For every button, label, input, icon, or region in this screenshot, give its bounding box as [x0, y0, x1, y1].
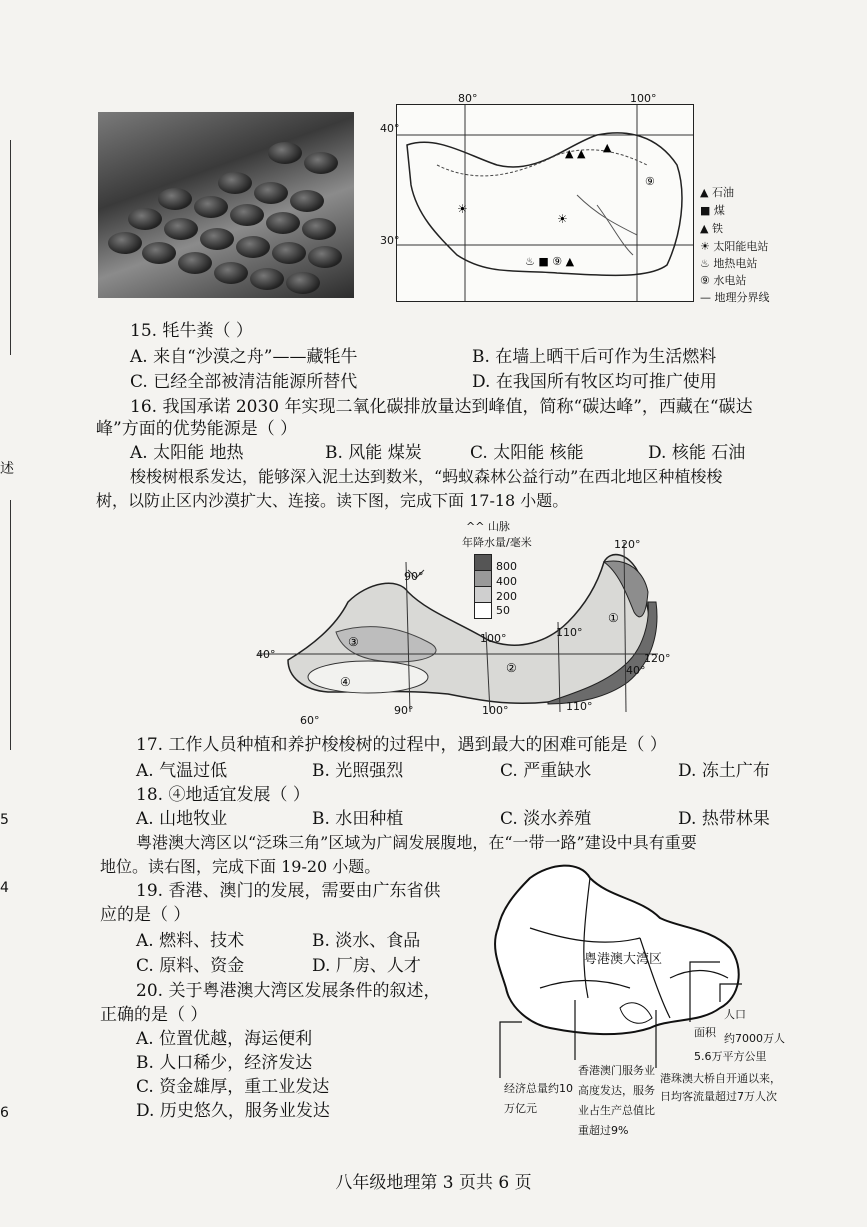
map-lon-label: 80° — [458, 92, 478, 105]
q19-option-a[interactable]: A. 燃料、技术 — [136, 931, 245, 951]
map-lon-label: 60° — [300, 714, 320, 727]
hydro-icon: ⑨ — [700, 274, 710, 287]
svg-text:☀: ☀ — [457, 202, 468, 216]
map-lon-label: 110° — [556, 626, 583, 639]
q17-option-d[interactable]: D. 冻土广布 — [678, 761, 770, 781]
svg-text:♨ ■ ⑨ ▲: ♨ ■ ⑨ ▲ — [525, 255, 575, 268]
svg-text:▲ ▲: ▲ ▲ — [565, 147, 586, 160]
gba-service-note: 业占生产总值比 — [578, 1104, 655, 1117]
precip-legend-value: 50 — [496, 604, 510, 617]
q16-option-d[interactable]: D. 核能 石油 — [648, 443, 746, 463]
gba-population-label: 人口 — [724, 1008, 746, 1021]
svg-text:③: ③ — [348, 635, 359, 649]
oil-icon: ▲ — [700, 186, 709, 199]
map-lon-label: 120° — [614, 538, 641, 551]
legend-hydro: ⑨ 水电站 — [700, 274, 747, 287]
mountain-icon: ^^ — [466, 520, 485, 533]
sun-icon: ☀ — [700, 240, 710, 253]
q18-option-a[interactable]: A. 山地牧业 — [136, 809, 228, 829]
q18-option-c[interactable]: C. 淡水养殖 — [500, 809, 592, 829]
q15-option-a[interactable]: A. 来自“沙漠之舟”——藏牦牛 — [130, 347, 358, 367]
nw-map-svg — [248, 522, 668, 730]
gba-title: 粤港澳大湾区 — [584, 952, 663, 967]
legend-boundary: — 地理分界线 — [700, 291, 770, 304]
q16-stem-cont: 峰”方面的优势能源是（ ） — [96, 419, 298, 439]
map-lat-label: 40° — [626, 664, 646, 677]
q15-option-b[interactable]: B. 在墙上晒干后可作为生活燃料 — [472, 347, 717, 367]
tibet-map-svg — [397, 105, 693, 301]
q19-stem: 19. 香港、澳门的发展，需要由广东省供 — [136, 881, 441, 901]
hot-spring-icon: ♨ — [700, 257, 710, 270]
svg-text:②: ② — [506, 661, 517, 675]
gba-area-label: 面积 — [694, 1026, 716, 1039]
q15-stem: 15. 牦牛粪（ ） — [130, 321, 253, 341]
gba-bridge-note: 港珠澳大桥自开通以来， — [660, 1072, 781, 1085]
iron-icon: ▲ — [700, 222, 709, 235]
q15-option-c[interactable]: C. 已经全部被清洁能源所替代 — [130, 372, 358, 392]
q20-option-a[interactable]: A. 位置优越，海运便利 — [136, 1029, 313, 1049]
gba-service-note: 高度发达，服务 — [578, 1084, 655, 1097]
legend-coal: ■ 煤 — [700, 204, 725, 217]
precip-legend-value: 400 — [496, 575, 517, 588]
legend-iron: ▲ 铁 — [700, 222, 723, 235]
tibet-energy-map — [396, 104, 694, 302]
binding-edge — [0, 140, 11, 355]
map-lon-label: 120° — [644, 652, 671, 665]
precip-legend-value: 800 — [496, 560, 517, 573]
legend-geothermal: ♨ 地热电站 — [700, 257, 758, 270]
intro-19-20: 粤港澳大湾区以“泛珠三角”区域为广阔发展腹地，在“一带一路”建设中具有重要 — [136, 833, 697, 852]
q17-option-c[interactable]: C. 严重缺水 — [500, 761, 592, 781]
q16-option-c[interactable]: C. 太阳能 核能 — [470, 443, 584, 463]
precip-legend-value: 200 — [496, 590, 517, 603]
intro-17-18-cont: 树，以防止区内沙漠扩大、连接。读下图，完成下面 17-18 小题。 — [96, 491, 569, 510]
q20-option-c[interactable]: C. 资金雄厚，重工业发达 — [136, 1077, 330, 1097]
q19-option-c[interactable]: C. 原料、资金 — [136, 956, 245, 976]
gba-service-note: 重超过9% — [578, 1124, 629, 1137]
q20-option-b[interactable]: B. 人口稀少，经济发达 — [136, 1053, 313, 1073]
map-lon-label: 100° — [482, 704, 509, 717]
gba-bridge-note: 日均客流量超过7万人次 — [660, 1090, 777, 1103]
legend-solar: ☀ 太阳能电站 — [700, 240, 769, 253]
gba-service-note: 香港澳门服务业 — [578, 1064, 655, 1077]
map-lat-label: 40° — [380, 122, 400, 135]
map-lon-label: 110° — [566, 700, 593, 713]
q15-option-d[interactable]: D. 在我国所有牧区均可推广使用 — [472, 372, 717, 392]
precip-legend-title: 年降水量/毫米 — [462, 536, 532, 549]
q20-stem: 20. 关于粤港澳大湾区发展条件的叙述， — [136, 981, 441, 1001]
legend-oil: ▲ 石油 — [700, 186, 734, 199]
q19-option-b[interactable]: B. 淡水、食品 — [312, 931, 421, 951]
northwest-china-precip-map — [248, 522, 668, 730]
map-lat-label: 30° — [380, 234, 400, 247]
q19-option-d[interactable]: D. 厂房、人才 — [312, 956, 421, 976]
map-lon-label: 100° — [630, 92, 657, 105]
yak-dung-photo — [98, 112, 354, 298]
binding-edge-lower — [0, 500, 11, 750]
q19-stem-cont: 应的是（ ） — [100, 905, 191, 925]
intro-19-20-cont: 地位。读右图，完成下面 19-20 小题。 — [100, 857, 381, 876]
map-lon-label: 90° — [394, 704, 414, 717]
q17-option-a[interactable]: A. 气温过低 — [136, 761, 228, 781]
q20-stem-cont: 正确的是（ ） — [100, 1005, 208, 1025]
map-lat-label: 40° — [256, 648, 276, 661]
q18-option-b[interactable]: B. 水田种植 — [312, 809, 404, 829]
q18-option-d[interactable]: D. 热带林果 — [678, 809, 770, 829]
q16-stem: 16. 我国承诺 2030 年实现二氧化碳排放量达到峰值，简称“碳达峰”，西藏在“碳达 — [130, 397, 753, 417]
svg-text:④: ④ — [340, 675, 351, 689]
svg-text:▲: ▲ — [603, 141, 612, 154]
q17-stem: 17. 工作人员种植和养护梭梭树的过程中，遇到最大的困难可能是（ ） — [136, 735, 667, 755]
intro-17-18: 梭梭树根系发达，能够深入泥土达到数米，“蚂蚁森林公益行动”在西北地区种植梭梭 — [130, 467, 723, 486]
svg-text:①: ① — [608, 611, 619, 625]
map-lon-label: 90° — [404, 570, 424, 583]
q18-stem: 18. ④地适宜发展（ ） — [136, 785, 310, 805]
gba-gdp-note: 万亿元 — [504, 1102, 537, 1115]
margin-mark: 4 — [0, 880, 9, 896]
margin-mark: 6 — [0, 1105, 9, 1121]
coal-icon: ■ — [700, 204, 711, 217]
q16-option-a[interactable]: A. 太阳能 地热 — [130, 443, 244, 463]
svg-text:⑨: ⑨ — [645, 175, 655, 188]
mountain-legend: ^^ 山脉 — [466, 520, 510, 533]
margin-mark: 5 — [0, 812, 9, 828]
precip-legend-swatches — [474, 554, 492, 614]
gba-gdp-note: 经济总量约10 — [504, 1082, 573, 1095]
q16-option-b[interactable]: B. 风能 煤炭 — [325, 443, 422, 463]
boundary-line-icon: — — [700, 291, 711, 304]
q17-option-b[interactable]: B. 光照强烈 — [312, 761, 404, 781]
gba-area-value: 5.6万平方公里 — [694, 1050, 767, 1063]
map-lon-label: 100° — [480, 632, 507, 645]
margin-mark: 述 — [0, 461, 14, 477]
page-footer: 八年级地理第 3 页共 6 页 — [335, 1173, 532, 1193]
q20-option-d[interactable]: D. 历史悠久，服务业发达 — [136, 1101, 330, 1121]
svg-text:☀: ☀ — [557, 212, 568, 226]
gba-population-value: 约7000万人 — [724, 1032, 785, 1045]
